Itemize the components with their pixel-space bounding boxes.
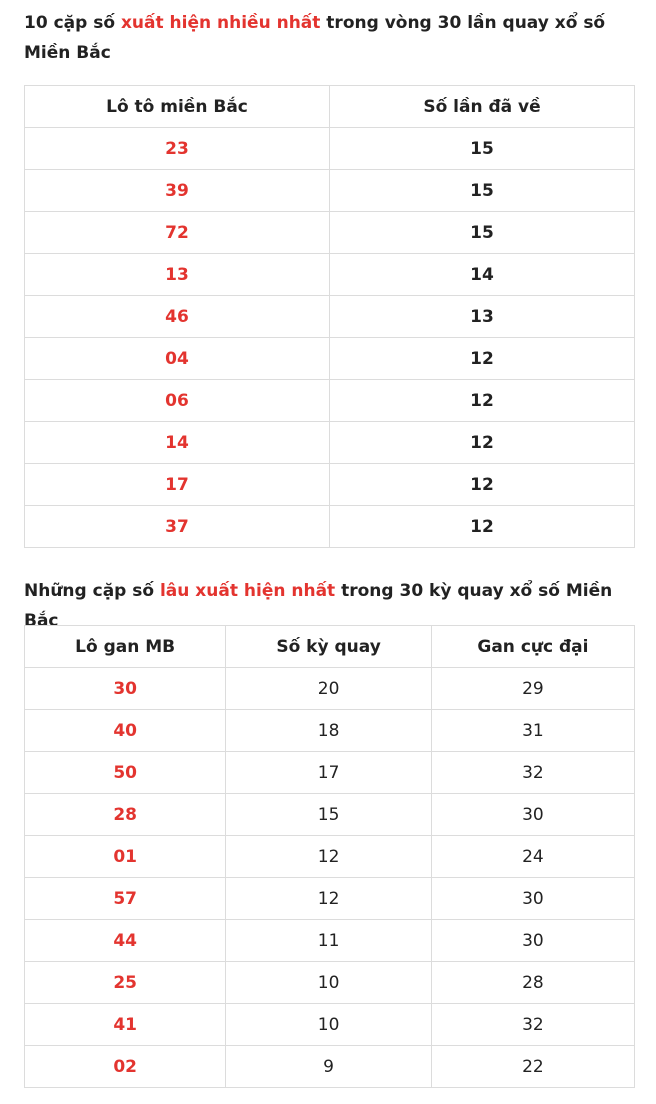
lotto-number: 14 xyxy=(25,422,330,464)
appear-count: 15 xyxy=(330,212,635,254)
title-highlight: lâu xuất hiện nhất xyxy=(159,581,336,601)
column-header-gan: Lô gan MB xyxy=(25,626,226,668)
title-prefix: 10 cặp số xyxy=(24,13,121,33)
gan-number: 44 xyxy=(25,920,226,962)
lotto-number: 06 xyxy=(25,380,330,422)
gan-number: 02 xyxy=(25,1046,226,1088)
gan-number: 01 xyxy=(25,836,226,878)
table-row xyxy=(25,1004,635,1046)
table-row xyxy=(25,668,635,710)
draw-count: 9 xyxy=(226,1046,432,1088)
draw-count: 10 xyxy=(226,1004,432,1046)
lotto-number: 04 xyxy=(25,338,330,380)
title-suffix: trong vòng 30 lần quay xổ số Miền Bắc xyxy=(24,13,606,63)
appear-count: 13 xyxy=(330,296,635,338)
lotto-number: 37 xyxy=(25,506,330,548)
max-gan: 29 xyxy=(431,668,634,710)
draw-count: 12 xyxy=(226,878,432,920)
table-row xyxy=(25,338,635,380)
table-row xyxy=(25,128,635,170)
table-row xyxy=(25,962,635,1004)
max-gan: 31 xyxy=(431,710,634,752)
table-header-row xyxy=(25,86,635,128)
appear-count: 12 xyxy=(330,422,635,464)
max-gan: 30 xyxy=(431,794,634,836)
draw-count: 10 xyxy=(226,962,432,1004)
gan-number: 28 xyxy=(25,794,226,836)
draw-count: 17 xyxy=(226,752,432,794)
title-suffix: trong 30 kỳ quay xổ số Miền Bắc xyxy=(24,581,613,631)
table-row xyxy=(25,710,635,752)
draw-count: 15 xyxy=(226,794,432,836)
appear-count: 12 xyxy=(330,506,635,548)
longest-absent-table xyxy=(24,625,635,1088)
title-highlight: xuất hiện nhiều nhất xyxy=(120,13,321,33)
column-header-draws: Số kỳ quay xyxy=(226,626,432,668)
appear-count: 15 xyxy=(330,170,635,212)
table-row xyxy=(25,464,635,506)
column-header-max-gan: Gan cực đại xyxy=(431,626,634,668)
table-row xyxy=(25,1046,635,1088)
gan-number: 41 xyxy=(25,1004,226,1046)
max-gan: 32 xyxy=(431,752,634,794)
appear-count: 14 xyxy=(330,254,635,296)
lotto-number: 13 xyxy=(25,254,330,296)
column-header-count: Số lần đã về xyxy=(330,86,635,128)
appear-count: 12 xyxy=(330,380,635,422)
draw-count: 12 xyxy=(226,836,432,878)
max-gan: 30 xyxy=(431,878,634,920)
gan-number: 40 xyxy=(25,710,226,752)
table-row xyxy=(25,422,635,464)
table-row xyxy=(25,170,635,212)
most-frequent-table xyxy=(24,85,635,548)
table-row xyxy=(25,752,635,794)
lotto-number: 72 xyxy=(25,212,330,254)
draw-count: 18 xyxy=(226,710,432,752)
column-header-loto: Lô tô miền Bắc xyxy=(25,86,330,128)
gan-number: 25 xyxy=(25,962,226,1004)
lotto-number: 17 xyxy=(25,464,330,506)
section-title-most-frequent xyxy=(24,8,636,68)
table-row xyxy=(25,212,635,254)
gan-number: 57 xyxy=(25,878,226,920)
max-gan: 30 xyxy=(431,920,634,962)
table-row xyxy=(25,380,635,422)
gan-number: 30 xyxy=(25,668,226,710)
table-header-row xyxy=(25,626,635,668)
appear-count: 12 xyxy=(330,464,635,506)
gan-number: 50 xyxy=(25,752,226,794)
table-row xyxy=(25,794,635,836)
table-row xyxy=(25,296,635,338)
max-gan: 32 xyxy=(431,1004,634,1046)
appear-count: 12 xyxy=(330,338,635,380)
lotto-number: 46 xyxy=(25,296,330,338)
draw-count: 11 xyxy=(226,920,432,962)
lotto-number: 23 xyxy=(25,128,330,170)
max-gan: 22 xyxy=(431,1046,634,1088)
title-prefix: Những cặp số xyxy=(24,581,160,601)
table-row xyxy=(25,878,635,920)
table-row xyxy=(25,920,635,962)
table-row xyxy=(25,836,635,878)
max-gan: 28 xyxy=(431,962,634,1004)
appear-count: 15 xyxy=(330,128,635,170)
lotto-number: 39 xyxy=(25,170,330,212)
max-gan: 24 xyxy=(431,836,634,878)
table-row xyxy=(25,506,635,548)
table-row xyxy=(25,254,635,296)
draw-count: 20 xyxy=(226,668,432,710)
